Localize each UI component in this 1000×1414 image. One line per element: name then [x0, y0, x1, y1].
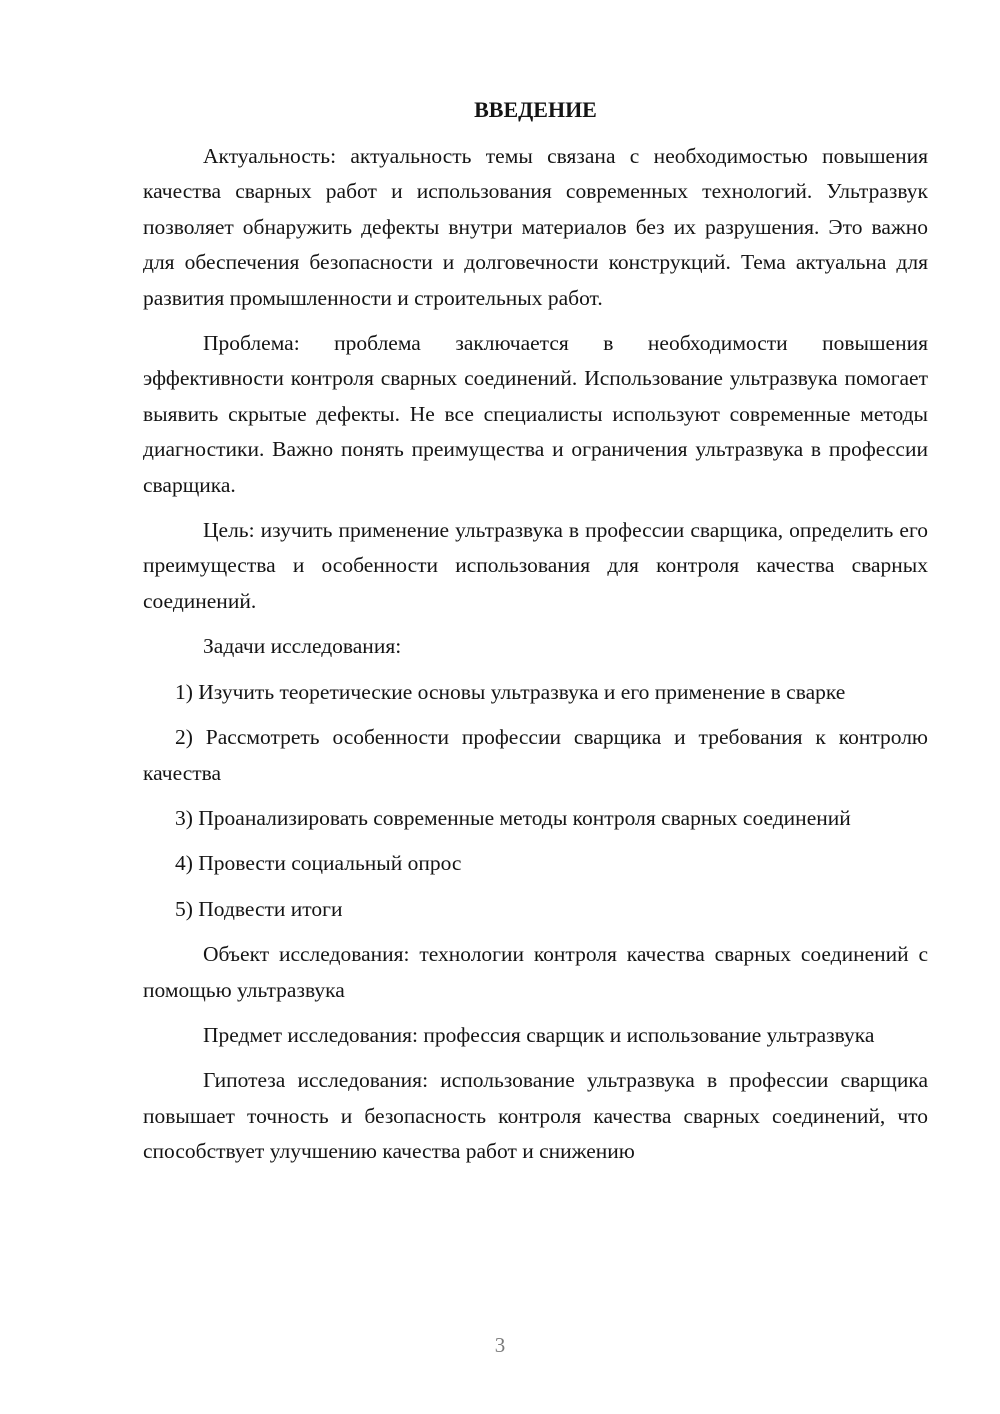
- tasks-heading: Задачи исследования:: [203, 634, 402, 659]
- task-item: 3) Проанализировать современные методы контроля сварных соединений: [175, 805, 851, 830]
- task-item: 1) Изучить теоретические основы ультразвука и его применение в сварке: [175, 679, 846, 704]
- goal-paragraph: Цель: изучить применение ультразвука в профессии сварщика, определить его преимущества и особенности использования для контроля качества сварных соединений.: [143, 518, 928, 613]
- hypothesis-paragraph: Гипотеза исследования: использование ультразвука в профессии сварщика повышает точность и безопасность контроля качества сварных соединений, что способствует улучшению качества работ и снижению: [143, 1068, 928, 1164]
- relevance-paragraph: Актуальность: актуальность темы связана с необходимостью повышения качества сварных работ и использования современных технологий. Ультразвук позволяет обнаружить дефекты внутри материалов без их разрушения. Это важно для обеспечения безопасности и долговечности конструкций. Тема актуальна для развития промышленности и строительных работ.: [143, 144, 928, 310]
- subject-paragraph: Предмет исследования: профессия сварщик и использование ультразвука: [203, 1022, 875, 1047]
- task-item: 4) Провести социальный опрос: [175, 851, 462, 876]
- section-title: ВВЕДЕНИЕ: [474, 97, 597, 122]
- document-page: [143, 92, 928, 1180]
- task-item: 5) Подвести итоги: [175, 896, 343, 921]
- problem-paragraph: Проблема: проблема заключается в необходимости повышения эффективности контроля сварных соединений. Использование ультразвука помогает выявить скрытые дефекты. Не все специалисты используют современные методы диагностики. Важно понять преимущества и ограничения ультразвука в профессии сварщика.: [143, 331, 928, 497]
- object-paragraph: Объект исследования: технологии контроля качества сварных соединений с помощью ультразвука: [143, 942, 928, 1002]
- page-number: 3: [494, 1333, 506, 1357]
- task-item: 2) Рассмотреть особенности профессии сварщика и требования к контролю качества: [143, 725, 928, 785]
